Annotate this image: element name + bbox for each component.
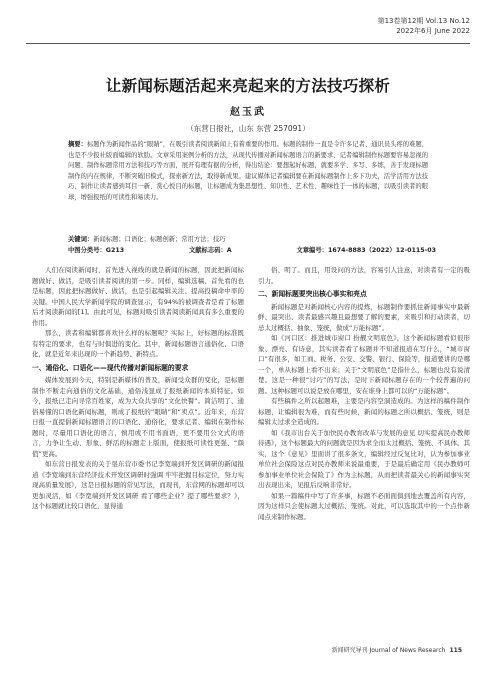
body-paragraph: 俗、明了。而且，用设问的方法，容易引人注意，对读者有一定的吸引力。	[258, 266, 470, 285]
keywords	[68, 234, 428, 243]
journal-name: 新闻研究导刊 Journal of News Research	[331, 647, 446, 654]
article-title: 让新闻标题活起来亮起来的方法技巧探析	[105, 77, 391, 95]
body-paragraph: 媒体发展到今天，特别是新媒体的普及，新闻受众群的变化，是标题制作不断走向通俗的文化基础，通俗浅显成了报纸新闻的本质特征。如今，报纸已走向寻常百姓家，成为大众共享的“文化快餐”。简洁明了、通俗易懂的口语化新闻标题，则成了报纸的“眼睛”和“卖点”。近年来，东营日报一直提倡新闻标题语言的口语化、通俗化，要求记者、编辑在制作标题时，尽量用口语化的语言，慎用或不用书面语，更不要用公文式的语言，力争让生动、形象、鲜活的标题走上版面，使报纸可读性更强、“颜值”更高。	[32, 376, 244, 458]
author-affiliation: （东营日报社，山东 东营 257091）	[186, 124, 310, 133]
issue-line: 第13卷第12期 Vol.13 No.12	[377, 17, 470, 25]
keywords-text: 新闻标题；口语化；标题创新；常用方法；技巧	[93, 236, 226, 243]
body-paragraph: 如东营日报发表的关于垦东营市委书记李宽端到开发区调研的新闻报道《李宽端到东营经济技术开发区调研时强调 牢牢把握目标定位，努力实现高质量发展》，这是日报标题的常见写法，而现刊，东营网的标题却可以更加灵活，如《李宽端到开发区调研 看了哪些企业？提了哪些要求？》，这个标题就比较口语化，显得通	[32, 460, 244, 510]
body-paragraph: 新闻标题是对新闻核心内容的提炼，标题制作要抓住新闻事实中最新鲜、最突出、读者最感兴趣且最想要了解的要素，来吸引和打动读者，切忌太过概括、抽象、笼统，做成“万能标题”。	[258, 302, 470, 332]
abstract	[68, 140, 428, 204]
document-code: 文献标志码：A	[188, 247, 232, 254]
header-rule	[26, 43, 470, 44]
right-column	[258, 265, 470, 522]
keywords-label: 关键词：	[68, 236, 94, 243]
clc-number: 中图分类号：G213	[68, 247, 125, 254]
page-number: 115	[449, 647, 462, 654]
body-paragraph: 如果一篇稿件中写了许多事，标题不必面面俱到地去覆盖所有内容，因为这样只会使标题太过概括、笼统。对此，可以选取其中的一个点作新闻点来制作标题。	[258, 491, 470, 521]
section-heading: 一、通俗化、口语化——现代传播对新闻标题的要求	[32, 363, 189, 372]
left-column	[32, 265, 244, 512]
body-paragraph: 如《河口区：推进城市窗口 扮靓文明底色》，这个新闻标题看似很形象、漂亮、有诗意，其实读者看了标题并不知道报道在写什么，“城市窗口”有很多，如工商、税务、公安、交警、银行、保险等，报道要讲的是哪一个，单从标题上看不出来；关于“文明底色”是指什么，标题也没有说清楚。这是一种很“讨巧”的写法，是时下新闻标题存在的一个较普遍的问题。这种标题可以说是放在哪里，安在谁身上都可以的“万能标题”。	[258, 334, 470, 395]
section-heading: 二、新闻标题要突出核心事实和亮点	[258, 290, 367, 298]
body-paragraph: 有些稿件之所以起题难，主要是内容空洞造成的。为这样的稿件制作标题，让编辑很为难，而有些时候，新闻的标题之所以概括、笼统，则是编辑太过求全造成的。	[258, 397, 470, 426]
abstract-label: 摘要：	[68, 141, 87, 148]
body-paragraph: 那么，读者和编辑都喜欢什么样的标题呢？实际上，好标题的标准既有特定的要求，也有与时俱进的变化。其中，新闻标题语言通俗化、口语化，就是近年来出现的一个新趋势、新特点。	[32, 329, 244, 358]
classification-line	[68, 245, 436, 254]
date-line: 2022年6月 June 2022	[396, 27, 470, 35]
abstract-text: 标题作为新闻作品的“眼睛”，在吸引读者阅读新闻上有着重要的作用。标题的制作一直是令许多记者、通讯员头疼的难题，也是不少报社版面编辑的软肋。文章采用案例分析的方法，从现代传播对新闻标题语言的新要求、记者编辑制作标题要容易忽视的问题、制作标题常用方法和技巧等方面，展开有理有据的分析，得出结论：要想起好标题，就要多学、多写、多练，善于发现标题制作的内在规律，不断突破旧模式，探索新方法，取得新成果。建议媒体记者编辑要在新闻标题制作上多下功夫，活学活用方法技巧，制作让读者感到耳目一新、赏心悦目的标题，让标题成为集思想性、知识性、艺术性、趣味性于一体的标题，以吸引读者的眼球，增强报纸的可读性和易读力。	[68, 141, 428, 201]
body-paragraph: 人们在阅读新闻时，首先进入视线的就是新闻的标题，因此把新闻标题做好、做活，是吸引读者阅读的第一步。同样，编辑选稿、首先看的也是标题，因此把标题做好、做活，也是引起编辑关注、提高投稿命中率的关键。中国人民大学新闻学院的调查显示，有94%的被调查者是看了标题后才阅读新闻的[1]。由此可见，标题对吸引读者阅读新闻具有多么重要的作用。	[32, 266, 244, 327]
article-number: 文章编号：1674-8883（2022）12-0115-03	[296, 247, 436, 254]
running-header	[378, 16, 470, 36]
author-name: 赵玉武	[230, 107, 266, 118]
page-footer	[332, 645, 462, 654]
body-paragraph: 如《我市出台关于加快民办教育改革与发展的意见 切实提高民办教师待遇》，这个标题最大的问题就是因为求全而太过概括、笼统、不具体。其实，这个《意见》里面讲了很多条文，编辑经过反复比对，认为参加事业单位社会保险这点对民办教师来说最重要，于是最后确定用《民办教师可参加事业单位社会保险了》作为主标题，从而把读者最关心的新闻事实突出表现出来，见报后反响非常好。	[258, 428, 470, 489]
